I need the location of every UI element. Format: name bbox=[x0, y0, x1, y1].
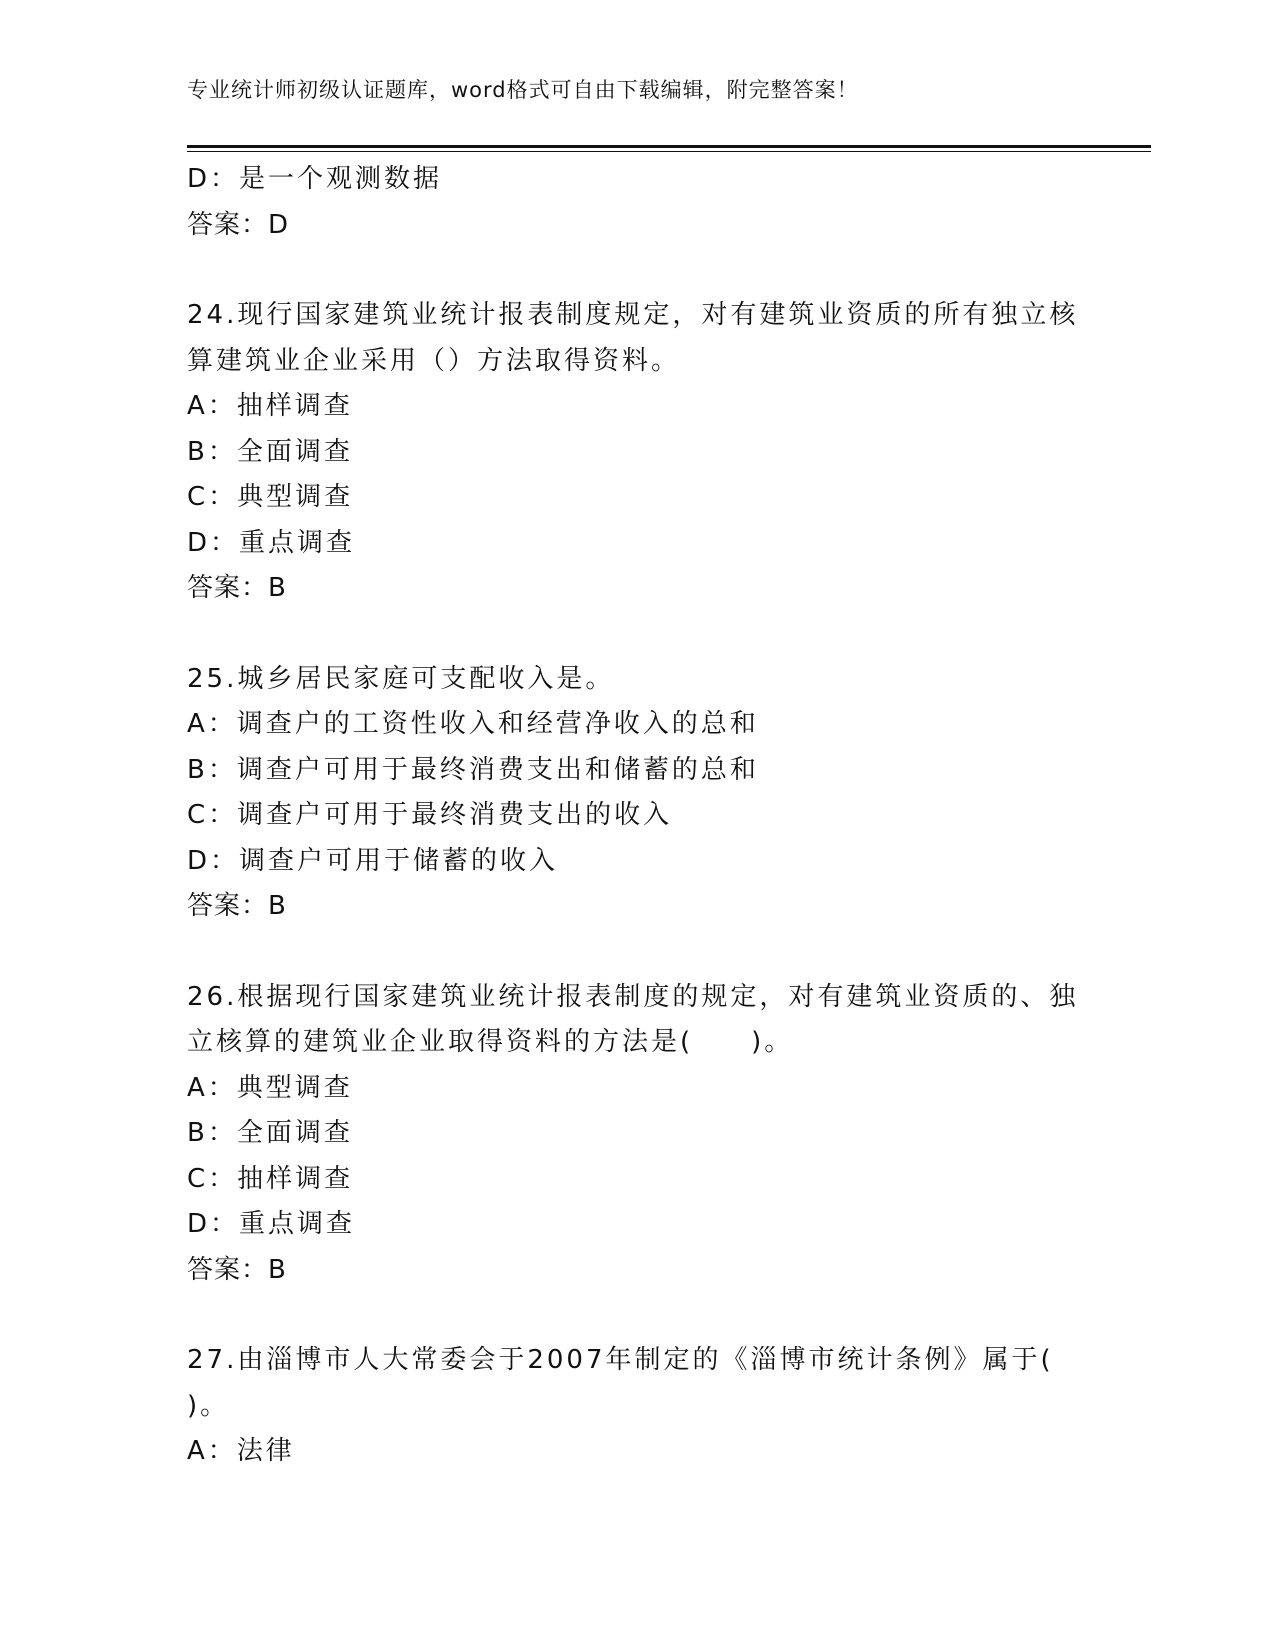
question-content bbox=[187, 157, 1087, 1475]
option-d: D：重点调查 bbox=[187, 1209, 356, 1239]
option-a: A：法律 bbox=[187, 1436, 295, 1466]
option-d: D：是一个观测数据 bbox=[187, 164, 443, 194]
option-a: A：抽样调查 bbox=[187, 391, 353, 421]
option-b: B：调查户可用于最终消费支出和储蓄的总和 bbox=[187, 754, 759, 785]
question-block bbox=[187, 1338, 1087, 1475]
option-d: D：调查户可用于储蓄的收入 bbox=[187, 845, 559, 876]
option-c: C：典型调查 bbox=[187, 482, 354, 512]
question-block bbox=[187, 293, 1087, 612]
option-a: A：调查户的工资性收入和经营净收入的总和 bbox=[187, 709, 759, 739]
question-stem: 算建筑业企业采用（）方法取得资料。 bbox=[187, 345, 681, 376]
spacer bbox=[187, 1293, 1087, 1338]
page-header: 专业统计师初级认证题库，word格式可自由下载编辑，附完整答案！ bbox=[187, 78, 859, 102]
question-stem: 26.根据现行国家建筑业统计报表制度的规定，对有建筑业资质的、独 bbox=[187, 981, 1079, 1012]
header-rule-thick bbox=[187, 145, 1151, 148]
header-rule-thin bbox=[187, 151, 1151, 152]
question-stem: 27.由淄博市人大常委会于2007年制定的《淄博市统计条例》属于( bbox=[187, 1345, 1054, 1375]
option-b: B：全面调查 bbox=[187, 1118, 353, 1148]
option-b: B：全面调查 bbox=[187, 436, 353, 467]
answer-line: 答案：D bbox=[187, 209, 290, 240]
question-stem: 25.城乡居民家庭可支配收入是。 bbox=[187, 663, 615, 694]
option-c: C：抽样调查 bbox=[187, 1163, 354, 1194]
question-stem: 立核算的建筑业企业取得资料的方法是( )。 bbox=[187, 1027, 794, 1057]
spacer bbox=[187, 612, 1087, 657]
answer-line: 答案：B bbox=[187, 891, 287, 921]
question-stem: )。 bbox=[187, 1390, 230, 1421]
option-c: C：调查户可用于最终消费支出的收入 bbox=[187, 800, 673, 830]
answer-line: 答案：B bbox=[187, 1254, 287, 1285]
question-stem: 24.现行国家建筑业统计报表制度规定，对有建筑业资质的所有独立核 bbox=[187, 300, 1079, 330]
answer-line: 答案：B bbox=[187, 573, 287, 603]
option-d: D：重点调查 bbox=[187, 527, 356, 558]
spacer bbox=[187, 930, 1087, 975]
spacer bbox=[187, 248, 1087, 293]
question-block bbox=[187, 657, 1087, 930]
option-a: A：典型调查 bbox=[187, 1072, 353, 1103]
question-block bbox=[187, 975, 1087, 1294]
